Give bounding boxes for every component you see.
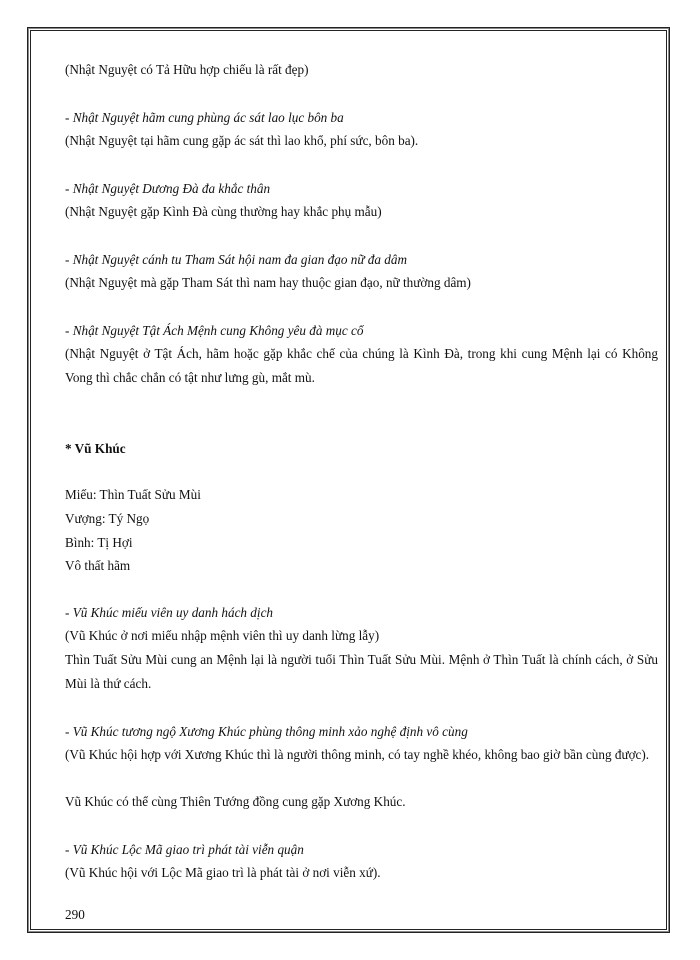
note-text: (Nhật Nguyệt mà gặp Tham Sát thì nam hay thuộc gian đạo, nữ thường dâm) <box>65 275 471 290</box>
note-paragraph: Thìn Tuất Sửu Mùi cung an Mệnh lại là người tuổi Thìn Tuất Sửu Mùi. Mệnh ở Thìn Tuất là chính cách, ở Sửu Mùi là thứ cách. <box>65 652 658 691</box>
note-text: Vũ Khúc có thể cùng Thiên Tướng đồng cung gặp Xương Khúc. <box>65 794 406 809</box>
note-text: (Vũ Khúc ở nơi miếu nhập mệnh viên thì uy danh lừng lẫy) <box>65 628 380 643</box>
note-paragraph: (Vũ Khúc hội hợp với Xương Khúc thì là người thông minh, có tay nghề khéo, không bao giờ bần cùng được). <box>65 747 650 762</box>
note-text: (Vũ Khúc hội với Lộc Mã giao trì là phát tài ở nơi viễn xứ). <box>65 865 381 880</box>
verse-line: - Nhật Nguyệt Dương Đà đa khắc thân <box>65 181 271 196</box>
note-text: (Nhật Nguyệt có Tả Hữu hợp chiếu là rất đẹp) <box>65 62 309 77</box>
note-text: (Nhật Nguyệt gặp Kình Đà cùng thường hay khắc phụ mẫu) <box>65 204 382 219</box>
verse-line: - Nhật Nguyệt hãm cung phùng ác sát lao lục bôn ba <box>65 110 344 125</box>
note-paragraph: (Nhật Nguyệt ở Tật Ách, hãm hoặc gặp khắc chế của chúng là Kình Đà, trong khi cung Mệnh lại có Không Vong thì chắc chắn có tật như lưng gù, mắt mù. <box>65 346 658 385</box>
position-line: Vô thất hãm <box>65 558 131 573</box>
section-heading: * Vũ Khúc <box>65 441 126 456</box>
verse-line: - Nhật Nguyệt cánh tu Tham Sát hội nam đa gian đạo nữ đa dâm <box>65 252 407 267</box>
note-text: (Nhật Nguyệt tại hãm cung gặp ác sát thì lao khổ, phí sức, bôn ba). <box>65 133 419 148</box>
verse-line: - Vũ Khúc miếu viên uy danh hách dịch <box>65 605 274 620</box>
page-number: 290 <box>65 907 85 922</box>
position-line: Bình: Tị Hợi <box>65 535 133 550</box>
verse-line: - Vũ Khúc Lộc Mã giao trì phát tài viễn quận <box>65 842 304 857</box>
position-line: Vượng: Tý Ngọ <box>65 511 150 526</box>
verse-line: - Vũ Khúc tương ngộ Xương Khúc phùng thông minh xảo nghệ định vô cùng <box>65 724 468 739</box>
position-line: Miếu: Thìn Tuất Sửu Mùi <box>65 487 201 502</box>
verse-line: - Nhật Nguyệt Tật Ách Mệnh cung Không yêu đà mục cổ <box>65 323 364 338</box>
